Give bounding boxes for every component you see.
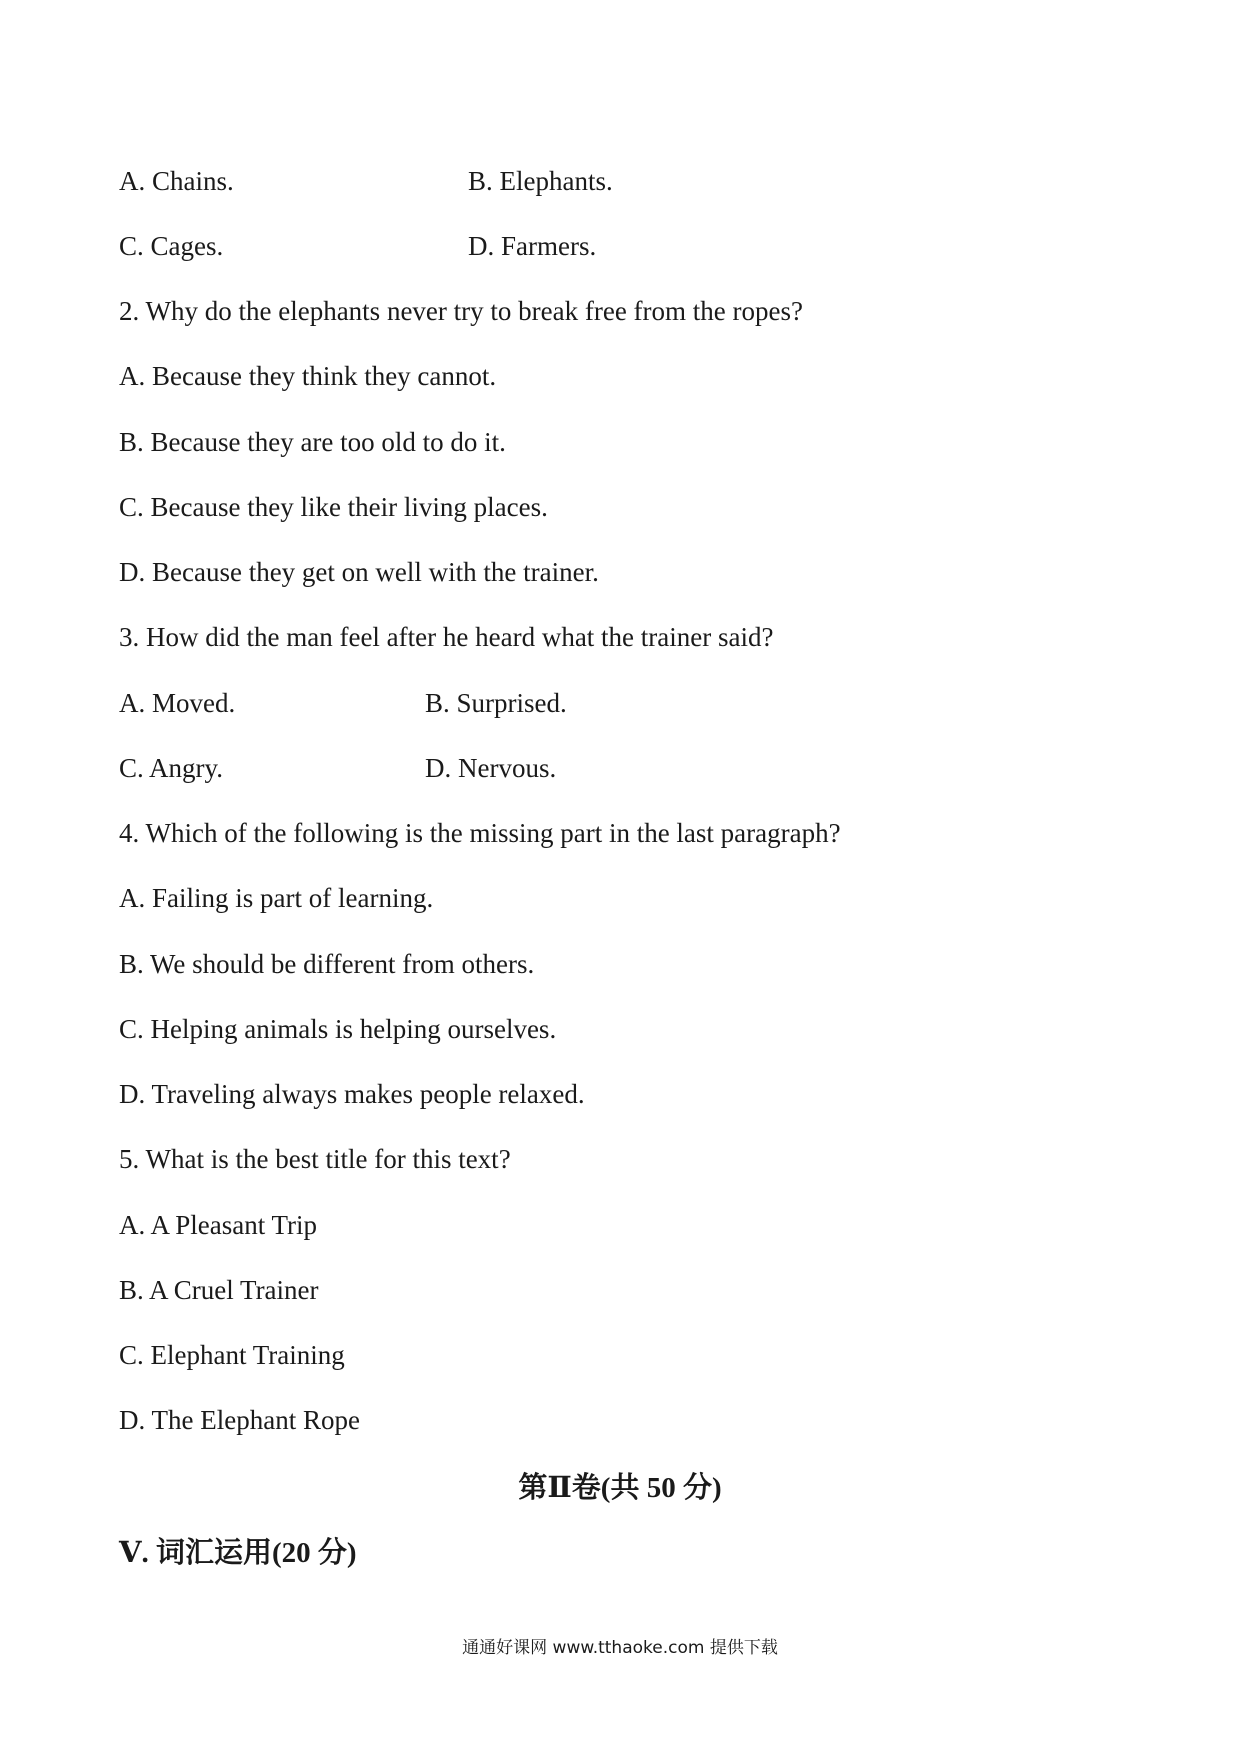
page-footer: 通通好课网 www.tthaoke.com 提供下载 (462, 1638, 778, 1658)
q1-option-b: B. Elephants. (468, 166, 613, 196)
q2-option-a: A. Because they think they cannot. (119, 361, 497, 391)
q3-stem: 3. How did the man feel after he heard what the trainer said? (119, 622, 774, 652)
q4-stem: 4. Which of the following is the missing part in the last paragraph? (119, 818, 841, 848)
q5-stem: 5. What is the best title for this text? (119, 1144, 511, 1174)
q4-option-b: B. We should be different from others. (119, 949, 535, 979)
q4-option-d: D. Traveling always makes people relaxed. (119, 1079, 585, 1109)
q2-option-c: C. Because they like their living places. (119, 492, 548, 522)
q2-option-d: D. Because they get on well with the trainer. (119, 557, 599, 587)
q3-option-a: A. Moved. (119, 688, 236, 718)
q1-option-d: D. Farmers. (468, 231, 597, 261)
q2-option-b: B. Because they are too old to do it. (119, 427, 506, 457)
q5-option-a: A. A Pleasant Trip (119, 1210, 318, 1240)
q3-option-c: C. Angry. (119, 753, 224, 783)
q1-option-c: C. Cages. (119, 231, 224, 261)
q5-option-c: C. Elephant Training (119, 1340, 345, 1370)
q3-option-b: B. Surprised. (425, 688, 567, 718)
part2-title: 第Ⅱ卷(共 50 分) (518, 1472, 722, 1504)
q3-option-d: D. Nervous. (425, 753, 557, 783)
section5-heading: Ⅴ. 词汇运用(20 分) (119, 1537, 357, 1569)
q1-option-a: A. Chains. (119, 166, 234, 196)
q5-option-d: D. The Elephant Rope (119, 1405, 360, 1435)
q4-option-a: A. Failing is part of learning. (119, 883, 434, 913)
q5-option-b: B. A Cruel Trainer (119, 1275, 319, 1305)
q2-stem: 2. Why do the elephants never try to break free from the ropes? (119, 296, 803, 326)
q4-option-c: C. Helping animals is helping ourselves. (119, 1014, 557, 1044)
